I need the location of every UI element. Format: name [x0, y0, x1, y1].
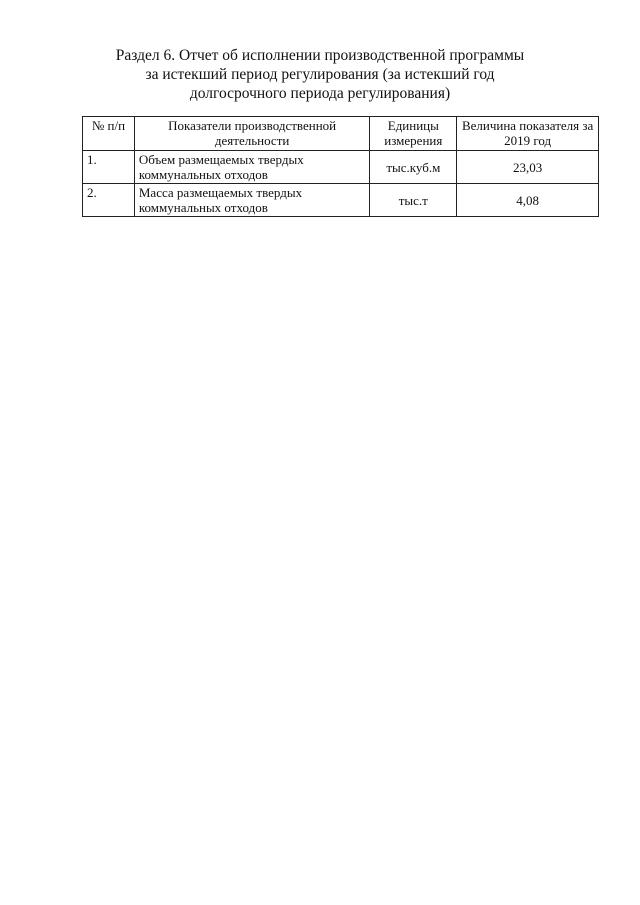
header-value: Величина показателя за 2019 год [457, 117, 599, 151]
value-cell: 4,08 [457, 184, 599, 217]
indicator-cell: Объем размещаемых твердых коммунальных отходов [134, 151, 369, 184]
table-row [83, 184, 599, 217]
header-unit: Единицы измерения [370, 117, 457, 151]
table-header-row [83, 117, 599, 151]
section-heading [80, 46, 560, 103]
section-heading-line-2: за истекший период регулирования (за истекший год [145, 66, 495, 83]
table-row [83, 151, 599, 184]
unit-cell: тыс.куб.м [370, 151, 457, 184]
value-cell: 23,03 [457, 151, 599, 184]
row-number-cell: 2. [83, 184, 135, 217]
production-report-table [82, 116, 599, 217]
section-heading-line-3: долгосрочного периода регулирования) [189, 85, 451, 102]
header-row-number: № п/п [83, 117, 135, 151]
indicator-cell: Масса размещаемых твердых коммунальных отходов [134, 184, 369, 217]
header-indicator: Показатели производственной деятельности [134, 117, 369, 151]
row-number-cell: 1. [83, 151, 135, 184]
unit-cell: тыс.т [370, 184, 457, 217]
section-heading-line-1: Раздел 6. Отчет об исполнении производственной программы [115, 47, 525, 64]
